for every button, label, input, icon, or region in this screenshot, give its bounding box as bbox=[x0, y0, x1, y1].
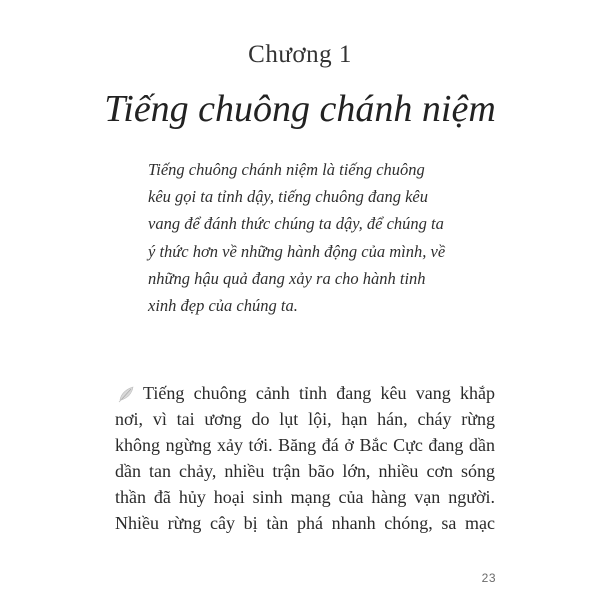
epigraph-line: ý thức hơn về những hành động của mình, về bbox=[148, 241, 446, 261]
body-line: không ngừng xảy tới. Băng đá ở Bắc Cực đang dần bbox=[115, 435, 495, 455]
epigraph-line: Tiếng chuông chánh niệm là tiếng chuông bbox=[148, 160, 425, 179]
page-number: 23 bbox=[481, 571, 496, 585]
chapter-title: Tiếng chuông chánh niệm bbox=[104, 88, 496, 130]
chapter-label: Chương 1 bbox=[248, 41, 352, 68]
epigraph bbox=[148, 156, 468, 319]
epigraph-line: vang để đánh thức chúng ta dậy, để chúng ta bbox=[148, 214, 444, 234]
epigraph-line: những hậu quả đang xảy ra cho hành tinh bbox=[148, 268, 426, 288]
body-line: dần tan chảy, nhiều trận bão lớn, nhiều cơn sóng bbox=[115, 461, 495, 481]
body-line: Tiếng chuông cảnh tỉnh đang kêu vang khắp bbox=[143, 383, 495, 403]
epigraph-line: xinh đẹp của chúng ta. bbox=[148, 295, 298, 315]
body-text bbox=[115, 380, 495, 536]
epigraph-line: kêu gọi ta tỉnh dậy, tiếng chuông đang kêu bbox=[148, 187, 428, 207]
body-line: thần đã hủy hoại sinh mạng của hàng vạn người. bbox=[115, 487, 495, 507]
body-line: nơi, vì tai ương do lụt lội, hạn hán, cháy rừng bbox=[115, 409, 495, 429]
body-line: Nhiều rừng cây bị tàn phá nhanh chóng, sa mạc bbox=[115, 513, 495, 533]
